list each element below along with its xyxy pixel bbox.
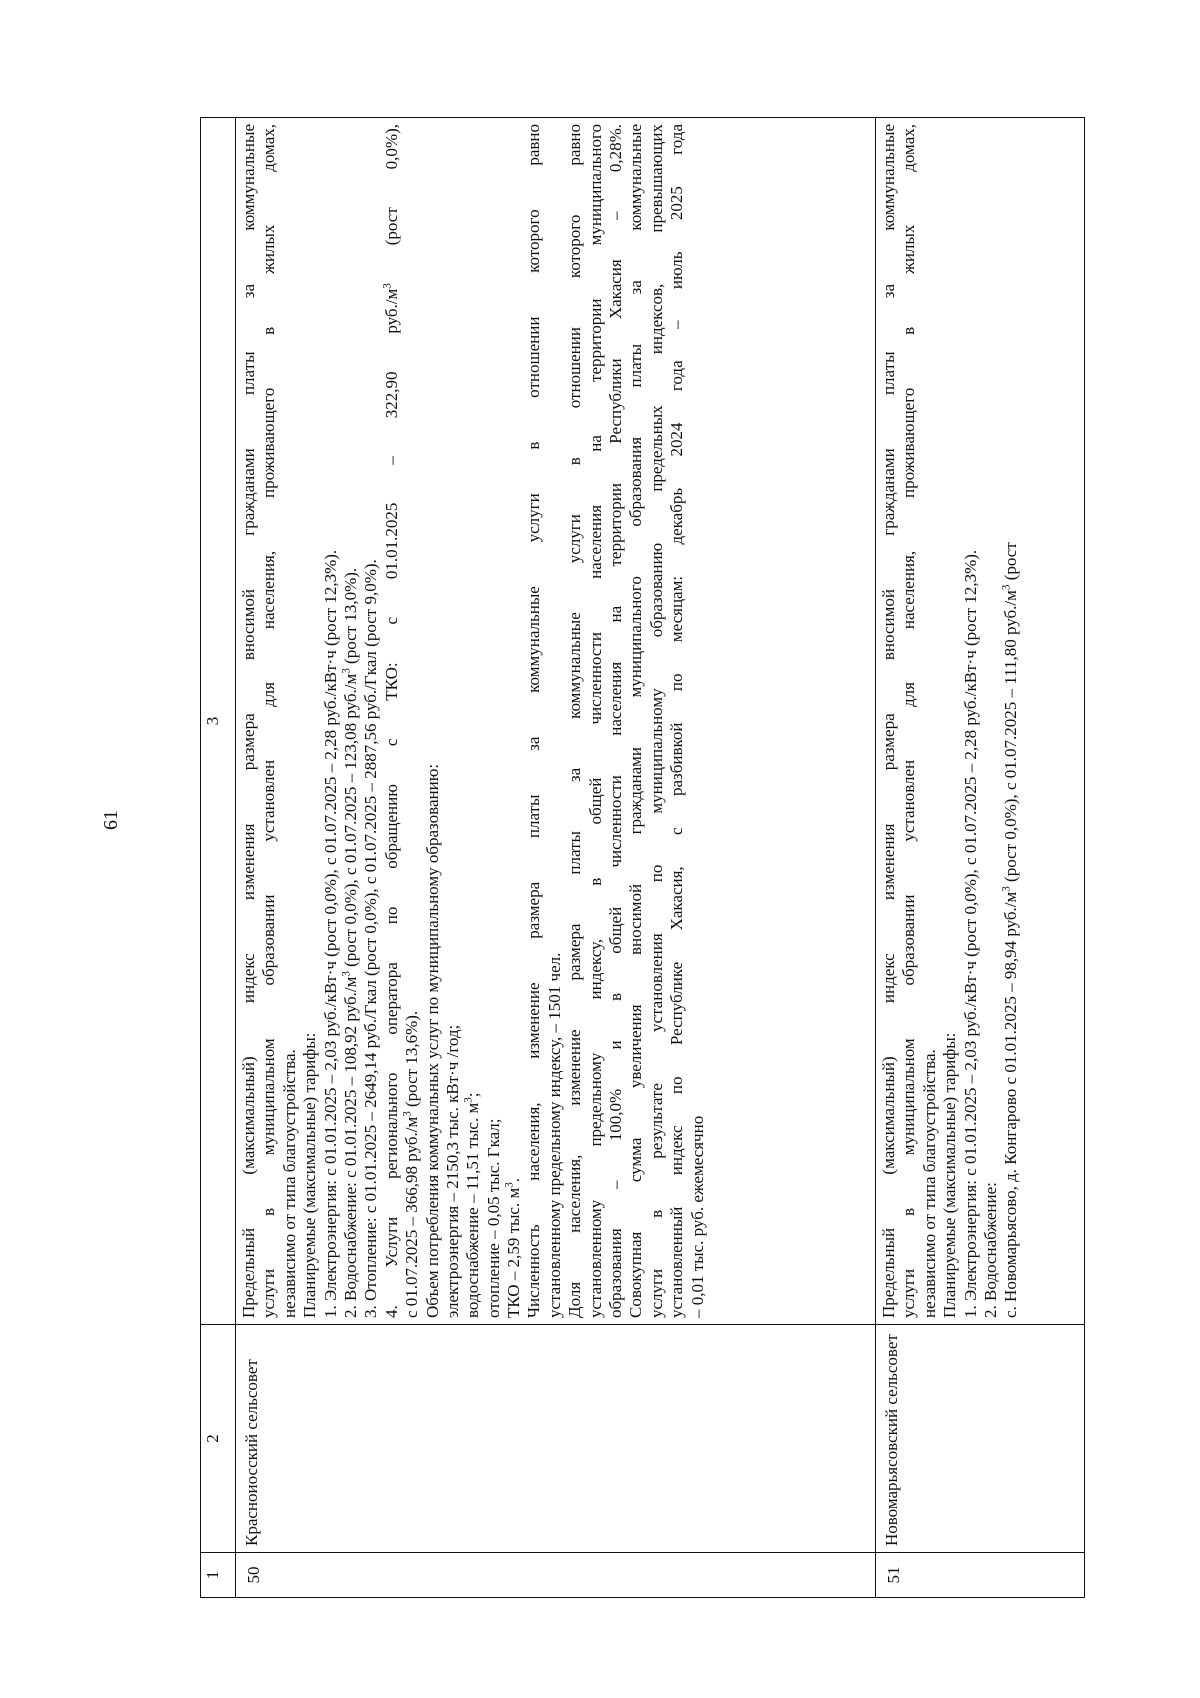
description-line: услуги в муниципальном образовании установлен для населения, проживающего в жилых домах, — [259, 124, 279, 1318]
description-line: 1. Электроэнергия: с 01.01.2025 – 2,03 руб./кВт·ч (рост 0,0%), с 01.07.2025 – 2,28 руб./кВт·ч (рост 12,3%). — [960, 549, 980, 1318]
description-line: Численность населения, изменение размера платы за коммунальные услуги в отношении которого равно — [524, 124, 544, 1318]
description-line: с 01.07.2025 – 366,98 $руб./м^3$ (рост 13,6%). — [401, 1010, 422, 1318]
description-line: Планируемые (максимальные) тарифы: — [940, 1032, 960, 1318]
description-line: 2. Водоснабжение: с 01.01.2025 – 108,92 $руб./м^3$ (рост 0,0%), с 01.07.2025 – 123,08 $руб./м^3$ (рост 13,0%). — [340, 567, 360, 1318]
table-row — [876, 118, 1085, 1598]
description-line: водоснабжение – 11,51 тыс. $м^3$; — [462, 1092, 483, 1318]
row-description — [236, 118, 876, 1325]
table-header-row — [201, 118, 236, 1598]
description-line: услуги в муниципальном образовании установлен для населения, проживающего в жилых домах, — [899, 124, 919, 1318]
description-line: с. Новомарьясово, д. Конгарово с 01.01.2025 – 98,94 $руб./м^3$ (рост 0,0%), с 01.07.2025 – 111,80 $руб./м^3$ (рост — [1000, 542, 1021, 1318]
description-line: 3. Отопление: с 01.01.2025 – 2649,14 руб./Гкал (рост 0,0%), с 01.07.2025 – 2887,56 руб./Гкал (рост 9,0%). — [361, 559, 381, 1318]
row-number: 50 — [236, 1553, 876, 1598]
description-line: Объем потребления коммунальных услуг по муниципальному образованию: — [422, 763, 442, 1318]
description-line: 2. Водоснабжение: — [980, 1182, 1000, 1318]
description-line: независимо от типа благоустройства. — [279, 1049, 299, 1318]
municipality-name: Красноиосский сельсовет — [236, 1325, 876, 1553]
description-line: электроэнергия – 2150,3 тыс. кВт·ч /год; — [442, 1024, 462, 1318]
header-col-3: 3 — [201, 118, 236, 1325]
description-line: образования – 100,0% и в общей численности населения на территории Республики Хакасия – 0,28%. — [606, 124, 626, 1318]
description-line: Совокупная сумма увеличения вносимой гражданами муниципального образования платы за коммунальные — [626, 124, 646, 1318]
header-col-1: 1 — [201, 1553, 236, 1598]
municipality-name: Новомарьясовский сельсовет — [876, 1325, 1085, 1553]
row-description — [876, 118, 1085, 1325]
description-line: отопление – 0,05 тыс. Гкал; — [483, 1118, 503, 1318]
description-line: установленному предельному индексу, – 1501 чел. — [544, 952, 564, 1318]
description-line: Предельный (максимальный) индекс изменения размера вносимой гражданами платы за коммунальные — [239, 124, 258, 1318]
row-number: 51 — [876, 1553, 1085, 1598]
description-line: установленному предельному индексу, в общей численности населения на территории муниципального — [585, 124, 605, 1318]
description-line: Предельный (максимальный) индекс изменения размера вносимой гражданами платы за коммунальные — [879, 124, 898, 1318]
description-line: 1. Электроэнергия: с 01.01.2025 – 2,03 руб./кВт·ч (рост 0,0%), с 01.07.2025 – 2,28 руб./кВт·ч (рост 12,3%). — [320, 549, 340, 1318]
description-line: – 0,01 тыс. руб. ежемесячно — [687, 1115, 707, 1318]
header-col-2: 2 — [201, 1325, 236, 1553]
description-line: ТКО – 2,59 тыс. $м^3$. — [503, 1177, 524, 1318]
description-line: услуги в результате установления по муниципальному образованию предельных индексов, превышающих — [646, 124, 666, 1318]
description-line: независимо от типа благоустройства. — [919, 1049, 939, 1318]
description-line: Доля населения, изменение размера платы за коммунальные услуги в отношении которого равно — [565, 124, 585, 1318]
tariff-table — [200, 117, 1085, 1598]
page-number: 61 — [100, 810, 122, 830]
description-line: 4. Услуги регионального оператора по обращению с ТКО: с 01.01.2025 – 322,90 $руб./м^3$ (рост 0,0%), — [381, 123, 401, 1318]
description-line: установленный индекс по Республике Хакасия, с разбивкой по месяцам: декабрь 2024 года – июль 2025 года — [667, 124, 687, 1318]
description-line: Планируемые (максимальные) тарифы: — [300, 1032, 320, 1318]
document-table-container — [200, 118, 1085, 1598]
table-row — [236, 118, 876, 1598]
